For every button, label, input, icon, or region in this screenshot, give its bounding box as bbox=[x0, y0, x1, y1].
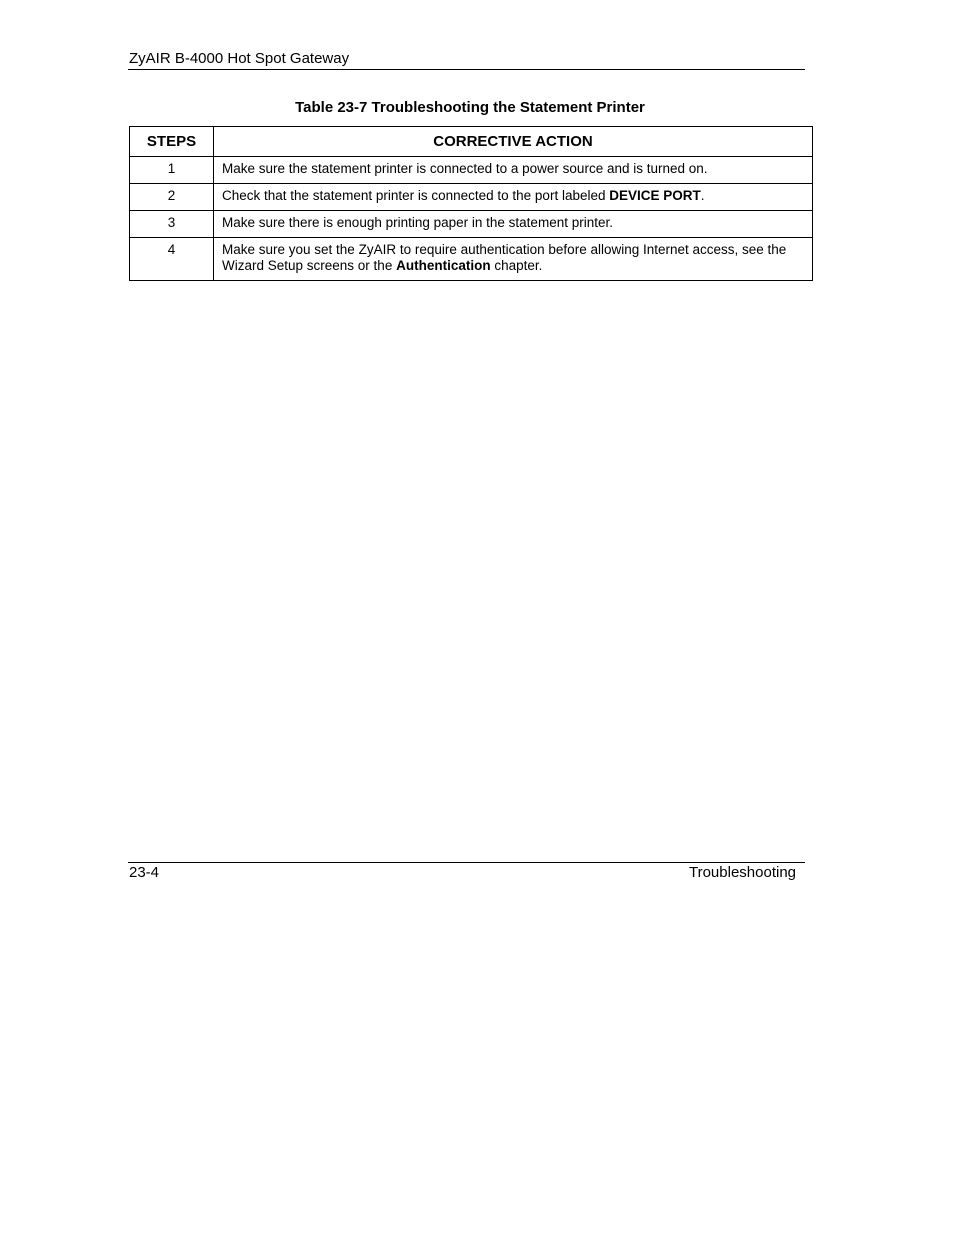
table-row bbox=[130, 211, 813, 238]
footer-divider bbox=[128, 862, 805, 863]
action-text-end: . bbox=[700, 188, 705, 203]
table-row bbox=[130, 157, 813, 184]
corrective-action bbox=[214, 157, 813, 184]
corrective-action bbox=[214, 238, 813, 281]
action-emphasis: Authentication bbox=[396, 258, 491, 273]
table-row bbox=[130, 238, 813, 281]
table-caption: Table 23-7 Troubleshooting the Statement Printer bbox=[295, 99, 645, 116]
column-header-corrective-action: CORRECTIVE ACTION bbox=[214, 127, 813, 157]
header-divider bbox=[128, 69, 805, 70]
action-text: Make sure there is enough printing paper in the statement printer. bbox=[222, 215, 613, 230]
troubleshooting-table bbox=[129, 126, 813, 281]
column-header-steps: STEPS bbox=[130, 127, 214, 157]
step-number: 3 bbox=[130, 211, 214, 238]
action-text-end: chapter. bbox=[490, 258, 543, 273]
table-row bbox=[130, 184, 813, 211]
action-text: Make sure you set the ZyAIR to require authentication before allowing Internet access, see the Wizard Setup screens or the bbox=[222, 242, 787, 273]
header-title: ZyAIR B-4000 Hot Spot Gateway bbox=[129, 50, 350, 67]
page-number: 23-4 bbox=[129, 864, 160, 881]
step-number: 2 bbox=[130, 184, 214, 211]
action-emphasis: DEVICE PORT bbox=[609, 188, 701, 203]
footer-section-title: Troubleshooting bbox=[688, 864, 796, 881]
table-header-row bbox=[130, 127, 813, 157]
action-text: Check that the statement printer is connected to the port labeled bbox=[222, 188, 610, 203]
step-number: 1 bbox=[130, 157, 214, 184]
action-text: Make sure the statement printer is connected to a power source and is turned on. bbox=[222, 161, 708, 176]
step-number: 4 bbox=[130, 238, 214, 281]
corrective-action bbox=[214, 211, 813, 238]
corrective-action bbox=[214, 184, 813, 211]
